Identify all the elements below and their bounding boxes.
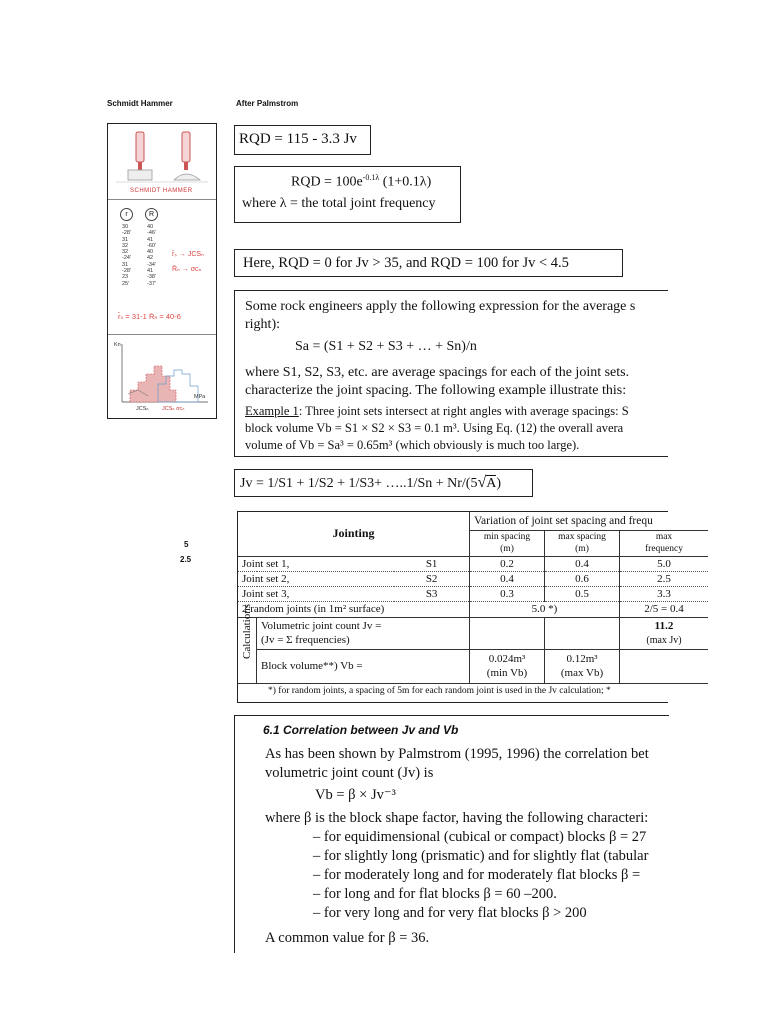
row-name: Joint set 3, xyxy=(238,586,394,601)
sa-line-4: characterize the joint spacing. The following example illustrate this: xyxy=(245,383,627,398)
table-row xyxy=(238,571,708,586)
jv-eq-main: Jv = 1/S1 + 1/S2 + 1/S3+ …..1/Sn + Nr/(5 xyxy=(240,476,478,491)
hammer-illustration xyxy=(108,124,216,199)
jv-equation: Jv = 1/S1 + 1/S2 + 1/S3+ …..1/Sn + Nr/(5√A) xyxy=(240,474,502,491)
col-min-spacing: min spacing (m) xyxy=(470,530,545,556)
jointing-header: Jointing xyxy=(332,526,375,541)
rqd-formula-1-text: RQD = 115 - 3.3 Jv xyxy=(239,131,357,147)
row-min: 0.4 xyxy=(470,571,545,586)
reading-value: -60' xyxy=(147,242,156,249)
histogram-chart xyxy=(108,336,216,418)
row-name: Joint set 2, xyxy=(238,571,394,586)
row-code: S1 xyxy=(394,556,469,571)
rqd-eq-tail: (1+0.1λ) xyxy=(379,174,432,190)
divider xyxy=(108,199,216,200)
vjc-label: Volumetric joint count Jv = (Jv = Σ frequencies) xyxy=(257,617,470,649)
sa-line-1: Some rock engineers apply the following expression for the average s xyxy=(245,299,636,314)
table-row xyxy=(238,586,708,601)
reading-value: 32 xyxy=(122,249,129,256)
example-text: : Three joint sets intersect at right angles with average spacings: S xyxy=(298,404,629,418)
reading-value: 23 xyxy=(122,274,129,281)
rqd-formula-2 xyxy=(234,166,461,223)
reading-value: -28' xyxy=(122,230,131,237)
hammer-label: SCHMIDT HAMMER xyxy=(130,188,193,194)
r-upper-badge: R xyxy=(145,208,158,221)
row-name: Joint set 1, xyxy=(238,556,394,571)
calc-label-cell xyxy=(238,604,257,683)
rqd-eq-exp: -0.1λ xyxy=(362,173,380,182)
s61-p4: A common value for β = 36. xyxy=(265,930,430,946)
jointing-table xyxy=(238,512,708,699)
jv-eq-sqrt: A xyxy=(486,476,497,491)
sa-line-2: right): xyxy=(245,317,280,332)
random-label: 2 random joints (in 1m² surface) xyxy=(242,603,385,615)
reading-value: 40 xyxy=(147,249,154,256)
bv-min: 0.024m³ (min Vb) xyxy=(470,649,545,683)
side-number-2-5: 2.5 xyxy=(180,555,192,564)
table-row xyxy=(238,556,708,571)
arrow-sigma: R̄ₙ → σcₙ xyxy=(172,266,202,273)
bv-max: 0.12m³ (max Vb) xyxy=(545,649,620,683)
side-number-5: 5 xyxy=(184,540,189,549)
rqd-eq-main: RQD = 100e xyxy=(291,174,363,190)
rqd-formula-1 xyxy=(234,125,371,155)
row-freq: 2.5 xyxy=(620,571,709,586)
calc-label: Calculations xyxy=(241,604,253,659)
bullet-item: – for very long and for very flat blocks β > 200 xyxy=(313,905,587,921)
R-values-column xyxy=(147,224,156,287)
s61-p2: volumetric joint count (Jv) is xyxy=(265,765,434,781)
row-max: 0.6 xyxy=(545,571,620,586)
col-max-frequency: max frequency xyxy=(620,530,709,556)
variation-header: Variation of joint set spacing and frequ xyxy=(470,512,709,530)
header-after-palmstrom: After Palmstrom xyxy=(236,99,299,108)
sa-line-7: volume of Vb = Sa³ = 0.65m³ (which obviously is much too large). xyxy=(245,438,580,452)
row-min: 0.3 xyxy=(470,586,545,601)
bullet-item: – for moderately long and for moderately flat blocks β = xyxy=(313,867,641,883)
header-schmidt-hammer: Schmidt Hammer xyxy=(107,99,173,108)
bullet-item: – for slightly long (prismatic) and for slightly flat (tabular xyxy=(313,848,649,864)
reading-value: -28' xyxy=(122,268,131,275)
reading-value: 40 xyxy=(147,224,154,230)
jv-equation-box xyxy=(234,469,533,497)
reading-value: 30 xyxy=(122,224,129,230)
row-code: S3 xyxy=(394,586,469,601)
r-lower-badge: r xyxy=(120,208,133,221)
row-freq: 3.3 xyxy=(620,586,709,601)
chart-y-label: Kn xyxy=(114,342,121,348)
average-spacing-block xyxy=(234,290,668,457)
chart-x2-label: JCSₙ σcₙ xyxy=(162,406,185,412)
r-values-column xyxy=(122,224,131,287)
chart-x1-label: JCSₙ xyxy=(136,406,149,412)
rqd-limits xyxy=(234,249,623,277)
arrow-jcs: r̄ₛ → JCSₙ xyxy=(172,251,204,258)
reading-value: 32 xyxy=(122,242,129,249)
s61-p3: where β is the block shape factor, having the following characteri: xyxy=(265,810,649,826)
bullet-item: – for equidimensional (cubical or compact) blocks β = 27 xyxy=(313,829,647,845)
reading-value: 41 xyxy=(147,236,154,243)
row-min: 0.2 xyxy=(470,556,545,571)
sa-line-5 xyxy=(245,404,629,419)
row-code: S2 xyxy=(394,571,469,586)
sa-line-6: block volume Vb = S1 × S2 × S3 = 0.1 m³. Using Eq. (12) the overall avera xyxy=(245,421,624,435)
reading-value: 31 xyxy=(122,236,129,243)
section-heading: 6.1 Correlation between Jv and Vb xyxy=(263,723,459,737)
reading-value: -37' xyxy=(147,280,156,287)
schmidt-result: r̄ₛ = 31-1 R̄ₙ = 40-6 xyxy=(118,312,181,321)
bullet-item: – for long and for flat blocks β = 60 –200. xyxy=(313,886,557,902)
example-label: Example 1 xyxy=(245,404,299,418)
vjc-value: 11.2 (max Jv) xyxy=(620,617,709,649)
table-row xyxy=(238,601,708,617)
random-spacing: 5.0 *) xyxy=(470,601,620,617)
schmidt-hammer-figure xyxy=(107,123,217,419)
row-max: 0.4 xyxy=(545,556,620,571)
jointing-table-box xyxy=(237,511,684,703)
table-row xyxy=(238,649,708,683)
reading-value: 41 xyxy=(147,268,154,275)
col-max-spacing: max spacing (m) xyxy=(545,530,620,556)
table-footnote: *) for random joints, a spacing of 5m for each random joint is used in the Jv calculation; * xyxy=(238,683,708,699)
reading-value: -24' xyxy=(122,255,131,262)
jv-eq-close: ) xyxy=(496,476,502,491)
random-freq: 2/5 = 0.4 xyxy=(620,601,709,617)
sa-equation: Sa = (S1 + S2 + S3 + … + Sn)/n xyxy=(295,339,477,354)
reading-value: 31 xyxy=(122,261,129,268)
s61-p1: As has been shown by Palmstrom (1995, 1996) the correlation bet xyxy=(265,746,649,762)
chart-x-label: MPa xyxy=(194,394,206,400)
rqd-where: where λ = the total joint frequency xyxy=(242,196,436,211)
rqd-formula-2-eq xyxy=(291,173,431,191)
reading-value: -46' xyxy=(147,230,156,237)
rqd-limits-text: Here, RQD = 0 for Jv > 35, and RQD = 100 for Jv < 4.5 xyxy=(243,255,569,271)
section-6-1 xyxy=(234,715,669,953)
bv-label: Block volume**) Vb = xyxy=(257,649,470,683)
row-freq: 5.0 xyxy=(620,556,709,571)
sa-line-3: where S1, S2, S3, etc. are average spacings for each of the joint sets. xyxy=(245,365,630,380)
row-max: 0.5 xyxy=(545,586,620,601)
reading-value: -38' xyxy=(147,274,156,281)
table-row xyxy=(238,617,708,649)
divider xyxy=(108,334,216,335)
reading-value: 25' xyxy=(122,280,130,287)
s61-eq: Vb = β × Jv⁻³ xyxy=(315,787,396,803)
reading-value: 42 xyxy=(147,255,154,262)
reading-value: -34' xyxy=(147,261,156,268)
